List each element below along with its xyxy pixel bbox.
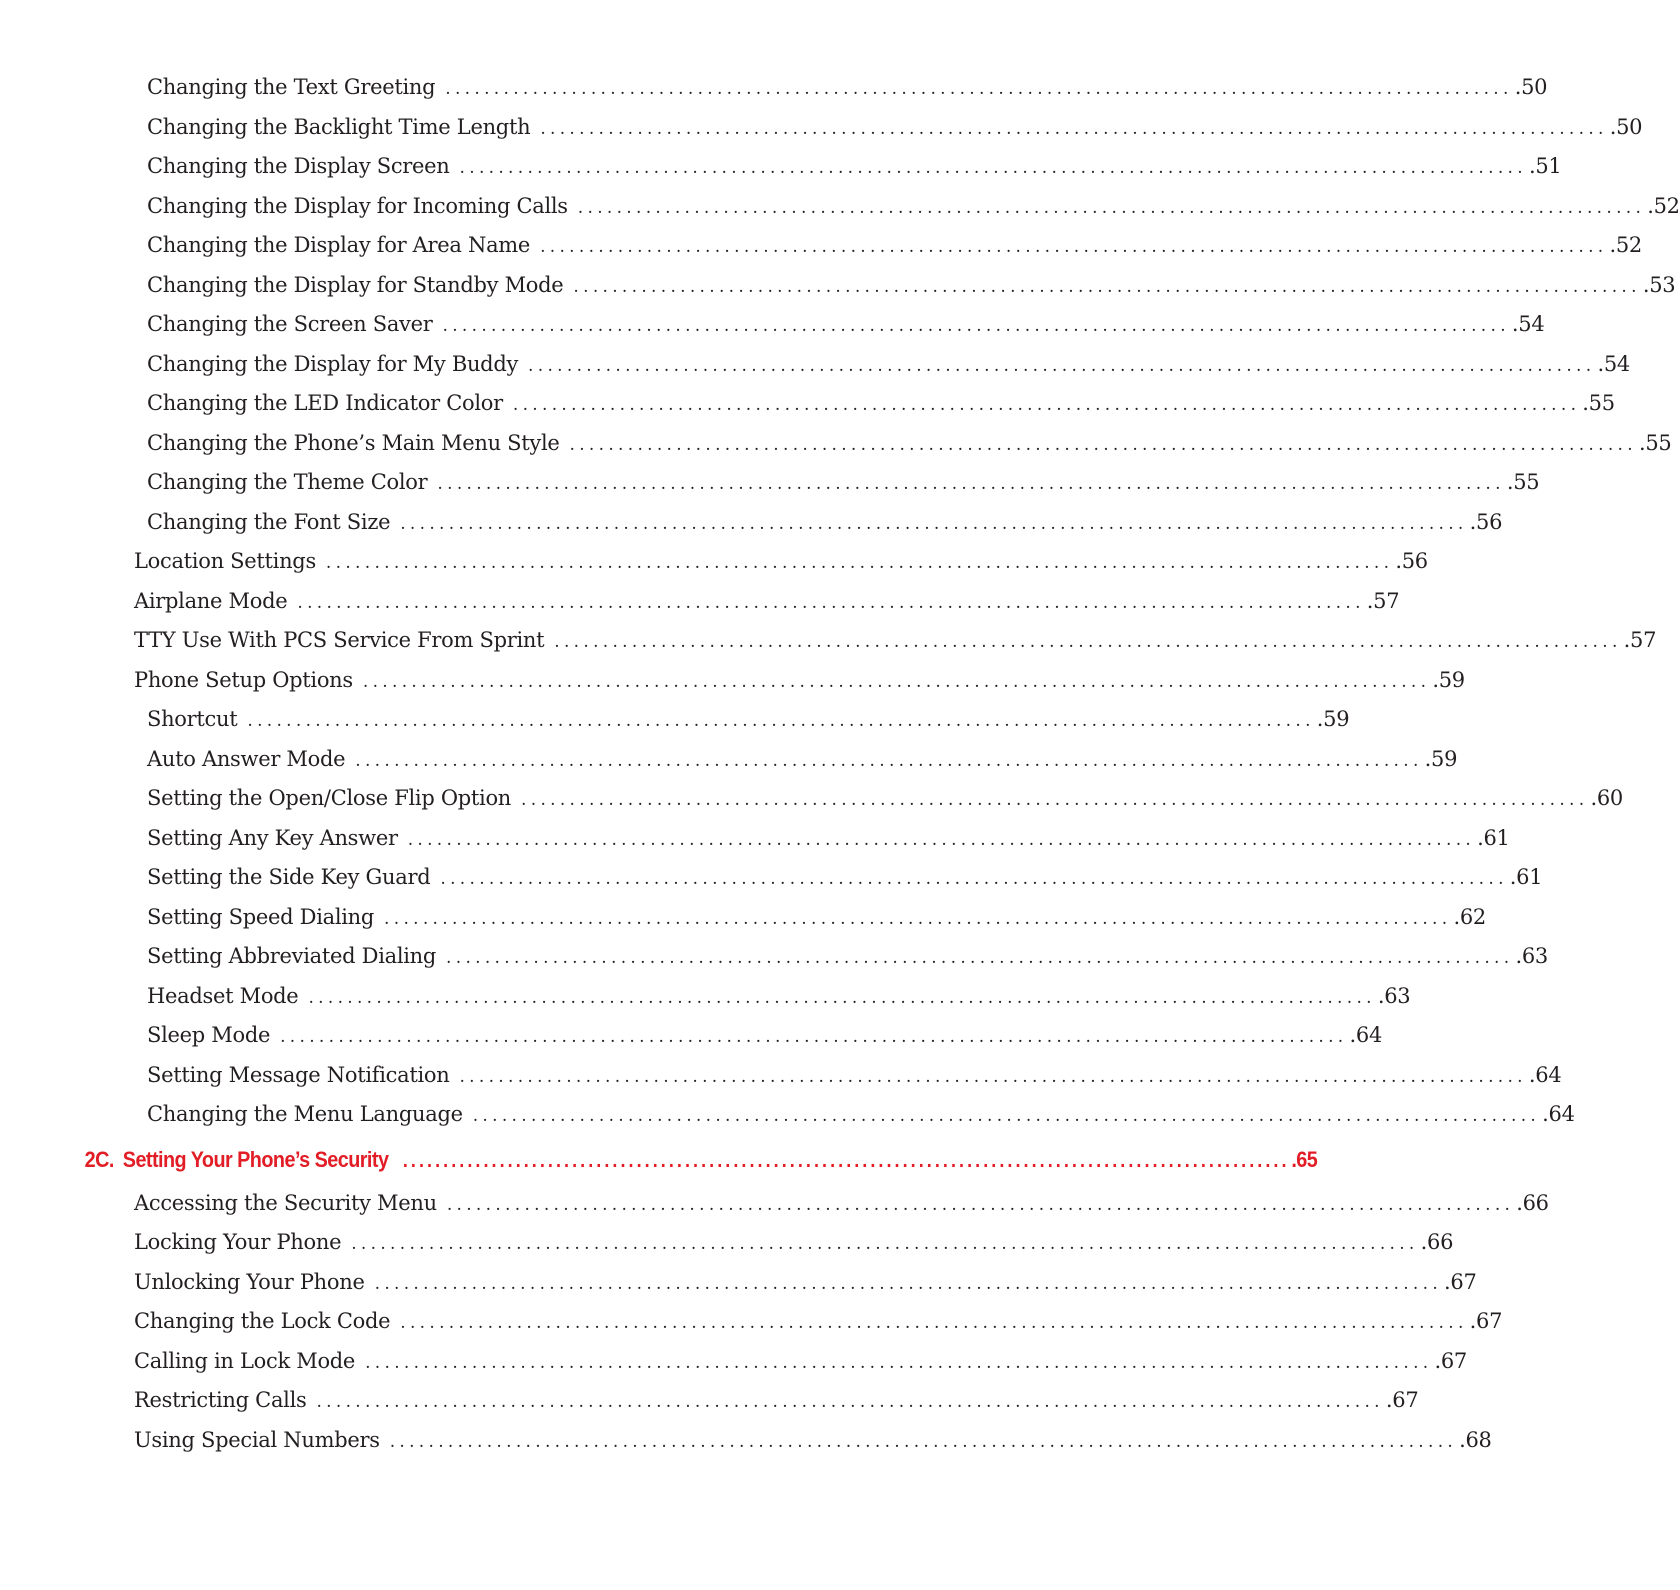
leader-dots: .............................................................................................................. — [400, 1313, 1468, 1333]
toc-entry-title: Changing the Font Size — [147, 509, 391, 534]
toc-entry-page: .56 — [1469, 509, 1503, 534]
leader-dots: .............................................................................................................. — [362, 671, 1431, 692]
toc-entry[interactable] — [0, 266, 1676, 306]
toc-entry-page: .57 — [1623, 628, 1657, 652]
toc-entry-title: Location Settings — [134, 549, 316, 573]
toc-entry-page: .64 — [1542, 1102, 1575, 1126]
toc-entry-title: Changing the Lock Code — [134, 1309, 391, 1333]
toc-entry-page: .54 — [1597, 351, 1630, 376]
toc-entry-title: Auto Answer Mode — [147, 746, 346, 771]
toc-entry[interactable] — [0, 108, 1643, 148]
leader-dots: .............................................................................................................. — [355, 750, 1423, 771]
toc-entry-page: .63 — [1515, 944, 1548, 968]
toc-entry[interactable] — [0, 700, 1350, 740]
toc-entry-title: Headset Mode — [147, 983, 299, 1008]
toc-entry[interactable] — [0, 187, 1680, 227]
toc-entry-title: Unlocking Your Phone — [134, 1269, 365, 1294]
toc-entry-page: .67 — [1444, 1269, 1477, 1294]
toc-entry-page: .52 — [1647, 193, 1680, 218]
leader-dots: .............................................................................................................. — [459, 1066, 1527, 1087]
leader-dots: .............................................................................................................. — [280, 1027, 1348, 1047]
toc-entry-page: .57 — [1366, 588, 1400, 613]
toc-entry-title: Accessing the Security Menu — [134, 1190, 437, 1215]
leader-dots: .............................................................................................................. — [407, 829, 1476, 850]
toc-entry-page: .55 — [1638, 430, 1672, 455]
toc-entry-page: .67 — [1385, 1388, 1419, 1412]
toc-entry-page: .64 — [1349, 1023, 1383, 1047]
toc-entry[interactable] — [0, 1381, 1419, 1421]
toc-entry[interactable] — [0, 384, 1615, 424]
leader-dots: .............................................................................................................. — [247, 711, 1315, 731]
toc-entry-page: .51 — [1528, 154, 1562, 178]
leader-dots: .............................................................................................................. — [446, 948, 1514, 968]
toc-entry-title: Setting Abbreviated Dialing — [147, 944, 437, 968]
toc-entry[interactable] — [0, 977, 1411, 1017]
toc-entry[interactable] — [0, 1342, 1467, 1382]
toc-entry-title: Changing the Display for Standby Mode — [147, 272, 564, 297]
toc-entry-page: .61 — [1509, 865, 1543, 889]
leader-dots: .............................................................................................................. — [442, 316, 1510, 336]
toc-entry[interactable] — [0, 898, 1486, 938]
toc-entry[interactable] — [0, 582, 1400, 622]
toc-entry-title: Changing the Display Screen — [147, 154, 450, 178]
toc-entry-page: .66 — [1420, 1230, 1454, 1254]
leader-dots: .............................................................................................................. — [437, 474, 1505, 494]
toc-entry-page: .52 — [1609, 233, 1642, 257]
toc-entry-page: .59 — [1424, 746, 1458, 771]
toc-entry-page: .67 — [1469, 1309, 1503, 1333]
leader-dots: .............................................................................................................. — [540, 237, 1608, 257]
toc-entry-page: .66 — [1516, 1190, 1549, 1215]
chapter-number: 2C. — [84, 1146, 114, 1172]
leader-dots: .............................................................................................................. — [440, 869, 1508, 889]
leader-dots: .............................................................................................................. — [445, 79, 1513, 99]
toc-entry-page: .59 — [1432, 667, 1465, 692]
leader-dots: .............................................................................................................. — [472, 1106, 1541, 1126]
toc-entry-title: Phone Setup Options — [134, 667, 353, 692]
toc-entry[interactable] — [0, 1016, 1383, 1056]
leader-dots: .............................................................................................................. — [316, 1392, 1384, 1412]
toc-entry[interactable] — [0, 147, 1562, 187]
leader-dots: .............................................................................................................. — [351, 1234, 1419, 1254]
toc-entry-title: Setting the Side Key Guard — [147, 865, 431, 889]
toc-entry-title: Changing the Display for My Buddy — [147, 351, 519, 376]
toc-entry[interactable] — [0, 1056, 1562, 1096]
toc-entry-page: .53 — [1642, 272, 1676, 297]
toc-entry-page: .68 — [1459, 1427, 1492, 1452]
toc-entry-title: Setting Any Key Answer — [147, 825, 398, 850]
leader-dots: .............................................................................................................. — [389, 1431, 1458, 1452]
toc-entry[interactable] — [0, 1302, 1503, 1342]
leader-dots: .............................................................................................................. — [297, 592, 1365, 613]
leader-dots: .............................................................................................................. — [569, 434, 1637, 455]
toc-entry-page: .50 — [1609, 114, 1643, 139]
toc-entry[interactable] — [0, 1223, 1454, 1263]
leader-dots: .............................................................................................................. — [540, 118, 1608, 139]
toc-entry-title: Airplane Mode — [134, 588, 288, 613]
toc-chapter-heading[interactable] — [0, 1133, 1318, 1186]
toc-entry-title: Setting Speed Dialing — [147, 904, 375, 929]
leader-dots: .............................................................................................................. — [325, 553, 1394, 573]
toc-entry[interactable] — [0, 1095, 1575, 1135]
toc-entry[interactable] — [0, 621, 1657, 661]
leader-dots: .............................................................................................................. — [365, 1352, 1433, 1373]
toc-entry-page: .50 — [1514, 75, 1548, 99]
leader-dots: .............................................................................................................. — [308, 987, 1376, 1008]
toc-entry-title: Sleep Mode — [147, 1023, 271, 1047]
toc-entry[interactable] — [0, 503, 1503, 543]
toc-entry-title: Setting the Open/Close Flip Option — [147, 786, 512, 810]
toc-entry[interactable] — [0, 542, 1428, 582]
toc-entry-title: Setting Message Notification — [147, 1062, 450, 1087]
toc-entry[interactable] — [0, 858, 1543, 898]
toc-entry[interactable] — [0, 345, 1630, 385]
toc-entry[interactable] — [0, 661, 1465, 701]
toc-entry[interactable] — [0, 463, 1540, 503]
toc-entry-page: .63 — [1377, 983, 1411, 1008]
toc-entry[interactable] — [0, 937, 1548, 977]
toc-entry-title: Changing the Backlight Time Length — [147, 114, 531, 139]
toc-entry-title: Using Special Numbers — [134, 1427, 380, 1452]
toc-entry-title: Changing the Menu Language — [147, 1102, 463, 1126]
toc-entry-title: Changing the Display for Area Name — [147, 233, 531, 257]
table-of-contents — [0, 68, 1680, 1460]
chapter-title: Setting Your Phone’s Security — [122, 1146, 389, 1172]
toc-entry-page: .62 — [1453, 904, 1486, 929]
toc-entry[interactable] — [0, 424, 1672, 464]
toc-entry[interactable] — [0, 1263, 1477, 1303]
toc-entry-title: Shortcut — [147, 707, 238, 731]
leader-dots: .............................................................................................................. — [521, 790, 1589, 810]
toc-entry-title: Restricting Calls — [134, 1388, 307, 1412]
toc-entry-title: Changing the Text Greeting — [147, 75, 436, 99]
leader-dots: .............................................................................................................. — [577, 197, 1646, 218]
leader-dots: .............................................................................................................. — [446, 1194, 1515, 1215]
toc-entry[interactable] — [0, 305, 1545, 345]
toc-entry-title: Changing the Theme Color — [147, 470, 428, 494]
leader-dots: .............................................................................................................. — [573, 276, 1641, 297]
leader-dots: .............................................................................................................. — [459, 158, 1527, 178]
toc-entry[interactable] — [0, 740, 1458, 780]
toc-entry-page: .56 — [1395, 549, 1428, 573]
toc-entry-page: .60 — [1590, 786, 1623, 810]
toc-entry[interactable] — [0, 1184, 1549, 1224]
toc-entry-title: Changing the Phone’s Main Menu Style — [147, 430, 560, 455]
leader-dots: .............................................................................................................. — [512, 395, 1581, 415]
toc-entry-title: Changing the Display for Incoming Calls — [147, 193, 568, 218]
toc-entry[interactable] — [0, 226, 1642, 266]
toc-entry-page: .54 — [1511, 312, 1545, 336]
leader-dots: .............................................................................................................. — [554, 632, 1622, 652]
toc-entry-title: TTY Use With PCS Service From Sprint — [134, 628, 545, 652]
leader-dots: .............................................................................................................. — [402, 1149, 1290, 1172]
toc-entry[interactable] — [0, 68, 1548, 108]
chapter-page: .65 — [1291, 1146, 1318, 1172]
leader-dots: .............................................................................................................. — [374, 1273, 1443, 1294]
toc-entry-page: .64 — [1528, 1062, 1562, 1087]
toc-entry-page: .61 — [1477, 825, 1510, 850]
toc-entry-page: .55 — [1506, 470, 1540, 494]
toc-entry-page: .55 — [1582, 391, 1615, 415]
toc-entry-title: Locking Your Phone — [134, 1230, 342, 1254]
toc-entry-page: .67 — [1434, 1348, 1467, 1373]
toc-entry[interactable] — [0, 1421, 1492, 1461]
toc-entry-title: Changing the LED Indicator Color — [147, 391, 503, 415]
toc-entry[interactable] — [0, 819, 1510, 859]
leader-dots: .............................................................................................................. — [528, 355, 1596, 376]
leader-dots: .............................................................................................................. — [400, 513, 1468, 534]
toc-entry[interactable] — [0, 779, 1623, 819]
toc-entry-title: Calling in Lock Mode — [134, 1348, 356, 1373]
leader-dots: .............................................................................................................. — [384, 908, 1452, 929]
toc-entry-page: .59 — [1316, 707, 1350, 731]
toc-entry-title: Changing the Screen Saver — [147, 312, 433, 336]
